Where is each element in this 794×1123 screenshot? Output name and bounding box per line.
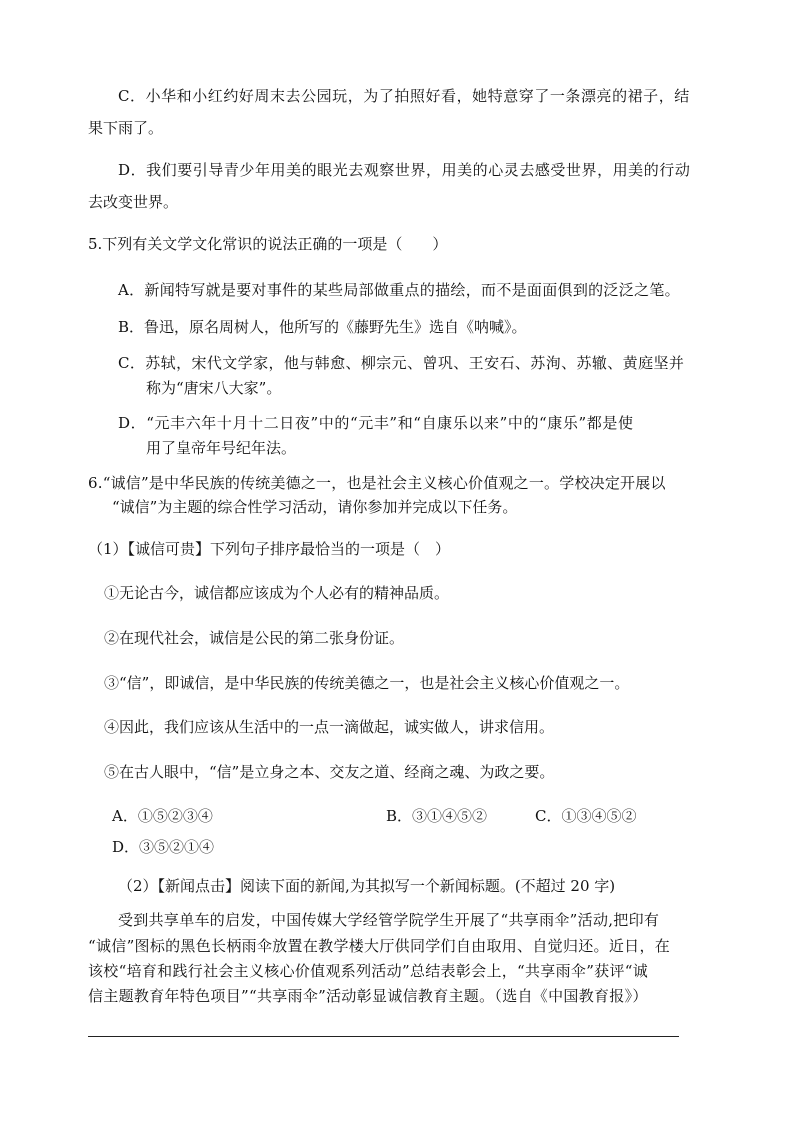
q5-option-b: B．鲁迅，原名周树人，他所写的《藤野先生》选自《呐喊》。 [118,318,527,336]
part-1-title: （1）【诚信可贵】下列句子排序最恰当的一项是（ ） [88,540,451,558]
part-1-option-c: C．①③④⑤② [535,807,637,825]
q5-option-d-line1: D．“元丰六年十月十二日夜”中的“元丰”和“自康乐以来”中的“康乐”都是使 [118,414,634,432]
option-c-line2: 果下雨了。 [88,119,164,137]
question-5-stem: 5.下列有关文学文化常识的说法正确的一项是（ ） [88,235,448,253]
news-line-4: 信主题教育年特色项目”“共享雨伞”活动彰显诚信教育主题。（选自《中国教育报》） [88,987,648,1005]
q5-option-d-line2: 用了皇帝年号纪年法。 [146,439,297,457]
sentence-3: ③“信”，即诚信，是中华民族的传统美德之一，也是社会主义核心价值观之一。 [104,674,630,692]
sentence-2: ②在现代社会，诚信是公民的第二张身份证。 [104,629,405,647]
q5-option-a: A．新闻特写就是要对事件的某些局部做重点的描绘，而不是面面俱到的泛泛之笔。 [118,281,680,299]
option-c-line1: C．小华和小红约好周末去公园玩，为了拍照好看，她特意穿了一条漂亮的裙子，结 [118,87,690,105]
part-1-option-d: D．③⑤②①④ [112,838,215,856]
q5-option-c-line1: C．苏轼，宋代文学家，他与韩愈、柳宗元、曾巩、王安石、苏洵、苏辙、黄庭坚并 [118,354,685,372]
q5-option-c-line2: 称为“唐宋八大家”。 [146,379,282,397]
news-line-3: 该校“培育和践行社会主义核心价值观系列活动”总结表彰会上，“共享雨伞”获评“诚 [88,962,649,980]
sentence-4: ④因此，我们应该从生活中的一点一滴做起，诚实做人，讲求信用。 [104,718,555,736]
option-d-line1: D．我们要引导青少年用美的眼光去观察世界，用美的心灵去感受世界，用美的行动 [118,161,691,179]
part-2-title: （2）【新闻点击】阅读下面的新闻,为其拟写一个新闻标题。(不超过 20 字) [118,877,616,895]
question-6-stem-line2: “诚信”为主题的综合性学习活动，请你参加并完成以下任务。 [112,498,518,516]
question-6-stem-line1: 6.“诚信”是中华民族的传统美德之一，也是社会主义核心价值观之一。学校决定开展以 [88,474,666,492]
sentence-5: ⑤在古人眼中，“信”是立身之本、交友之道、经商之魂、为政之要。 [104,763,555,781]
option-d-line2: 去改变世界。 [88,193,179,211]
news-line-1: 受到共享单车的启发，中国传媒大学经管学院学生开展了“共享雨伞”活动,把印有 [118,911,660,929]
part-1-option-b: B．③①④⑤② [386,807,488,825]
sentence-1: ①无论古今，诚信都应该成为个人必有的精神品质。 [104,584,450,602]
answer-line [88,1036,679,1037]
part-1-option-a: A．①⑤②③④ [112,807,213,825]
news-line-2: “诚信”图标的黑色长柄雨伞放置在教学楼大厅供同学们自由取用、自觉归还。近日，在 [88,937,671,955]
